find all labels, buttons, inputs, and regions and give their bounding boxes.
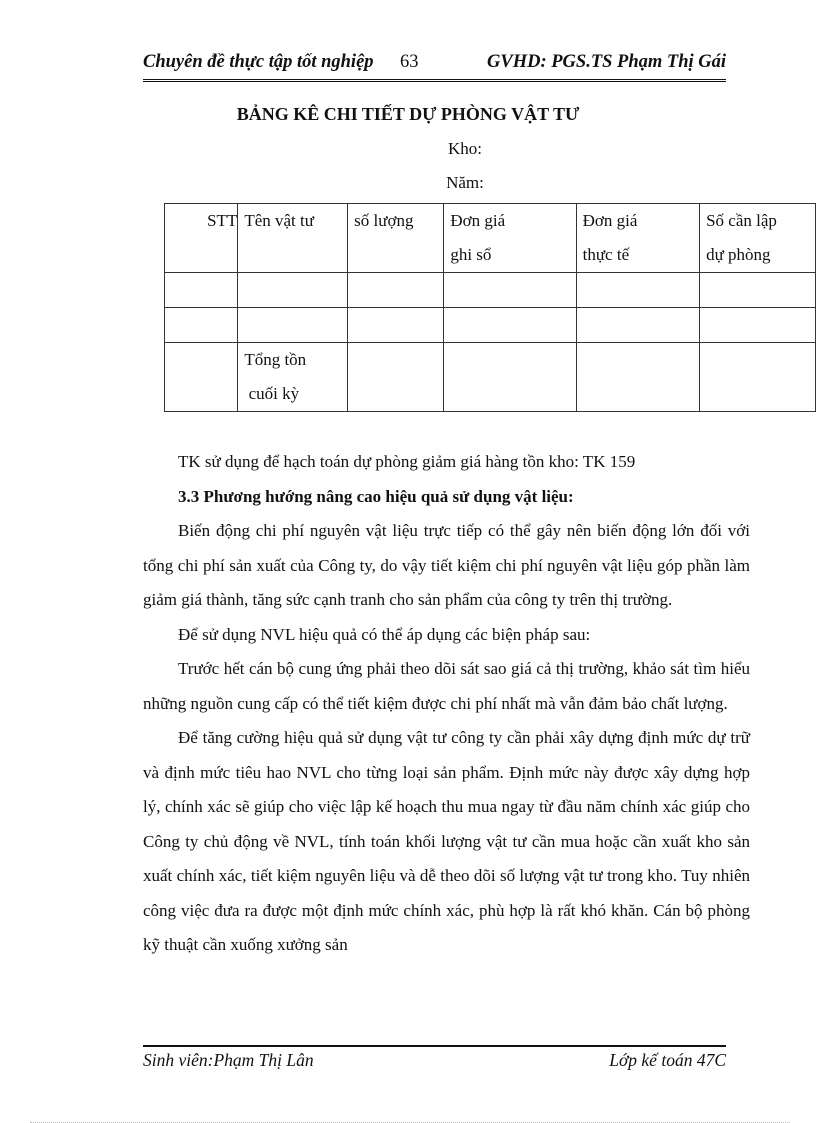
table-cell [576,273,699,308]
header-don-gia-thuc-te [576,204,699,273]
header-ten-vat-tu [238,204,348,273]
header-thesis-title: Chuyên đề thực tập tốt nghiệp [143,52,374,72]
table-cell [348,273,444,308]
header-socan-line2: dự phòng [706,245,771,264]
nam-label: Năm: [446,173,484,192]
table-cell [238,308,348,343]
table-cell [700,308,816,343]
table-cell [700,273,816,308]
paragraph-1: Biến động chi phí nguyên vật liệu trực tiếp có thể gây nên biến động lớn đối với tổng chi phí sản xuất của Công ty, do vậy tiết kiệm chi phí nguyên vật liệu góp phần làm giảm giá thành, tăng sức cạnh tranh cho sản phẩm của công ty trên thị trường. [143,521,750,609]
table-cell [165,308,238,343]
paragraph-3: Trước hết cán bộ cung ứng phải theo dõi sát sao giá cả thị trường, khảo sát tìm hiểu những nguồn cung cấp có thể tiết kiệm được chi phí nhất mà vẫn đảm bảo chất lượng. [143,659,750,713]
table-cell [165,343,238,412]
header-soluong-text: số lượng [354,211,414,230]
table-cell [576,308,699,343]
table-row [165,273,816,308]
paragraph-4: Để tăng cường hiệu quả sử dụng vật tư công ty cần phải xây dựng định mức dự trữ và định mức tiêu hao NVL cho từng loại sản phẩm. Định mức này được xây dựng hợp lý, chính xác sẽ giúp cho việc lập kế hoạch thu mua ngay từ đầu năm chính xác giúp cho Công ty chủ động về NVL, tính toán khối lượng vật tư cần mua hoặc cần xuất kho sản xuất chính xác, tiết kiệm nguyên liệu và dễ theo dõi số lượng vật tư trong kho. Tuy nhiên công việc đưa ra được một định mức chính xác, phù hợp là rất khó khăn. Cán bộ phòng kỹ thuật cần xuống xưởng sản [143,728,750,954]
document-title: BẢNG KÊ CHI TIẾT DỰ PHÒNG VẬT TƯ [236,104,580,124]
total-label-line1: Tổng tồn [244,350,307,369]
header-dongia-ghiso-line2: ghi sổ [450,245,492,264]
table-cell [444,308,576,343]
footer-student: Sinh viên:Phạm Thị Lân [143,1050,314,1070]
table-total-row [165,343,816,412]
page-header [143,52,726,78]
table-cell [444,343,576,412]
header-don-gia-ghi-so [444,204,576,273]
table-cell [700,343,816,412]
header-so-luong [348,204,444,273]
footer-rule [143,1045,726,1047]
header-stt [165,204,238,273]
table-row [165,308,816,343]
table-header-row [165,204,816,273]
header-ten-text: Tên vật tư [244,211,314,230]
header-socan-line1: Số cần lập [706,211,777,230]
table-cell [165,273,238,308]
header-page-number: 63 [400,52,419,72]
table-cell [576,343,699,412]
header-stt-text: STT [207,211,238,230]
table-cell [444,273,576,308]
reserve-detail-table [164,203,816,412]
header-rule [143,79,726,82]
total-label-line2: cuối kỳ [248,384,300,403]
header-advisor: GVHD: PGS.TS Phạm Thị Gái [487,52,726,72]
body-text [143,445,750,963]
header-dongia-ghiso-line1: Đơn giá [450,211,506,230]
header-dongia-thucte-line1: Đơn giá [582,211,638,230]
paragraph-2: Để sử dụng NVL hiệu quả có thể áp dụng các biện pháp sau: [178,624,591,644]
header-dongia-thucte-line2: thực tế [582,245,630,264]
tk-account-line: TK sử dụng để hạch toán dự phòng giảm giá hàng tồn kho: TK 159 [178,452,636,471]
header-so-can-lap [700,204,816,273]
table-cell [348,343,444,412]
kho-label: Kho: [448,139,482,158]
total-label-cell [238,343,348,412]
section-heading: 3.3 Phương hướng nâng cao hiệu quả sử dụng vật liệu: [178,486,574,506]
footer-class: Lớp kế toán 47C [609,1050,726,1070]
table-cell [238,273,348,308]
table-cell [348,308,444,343]
